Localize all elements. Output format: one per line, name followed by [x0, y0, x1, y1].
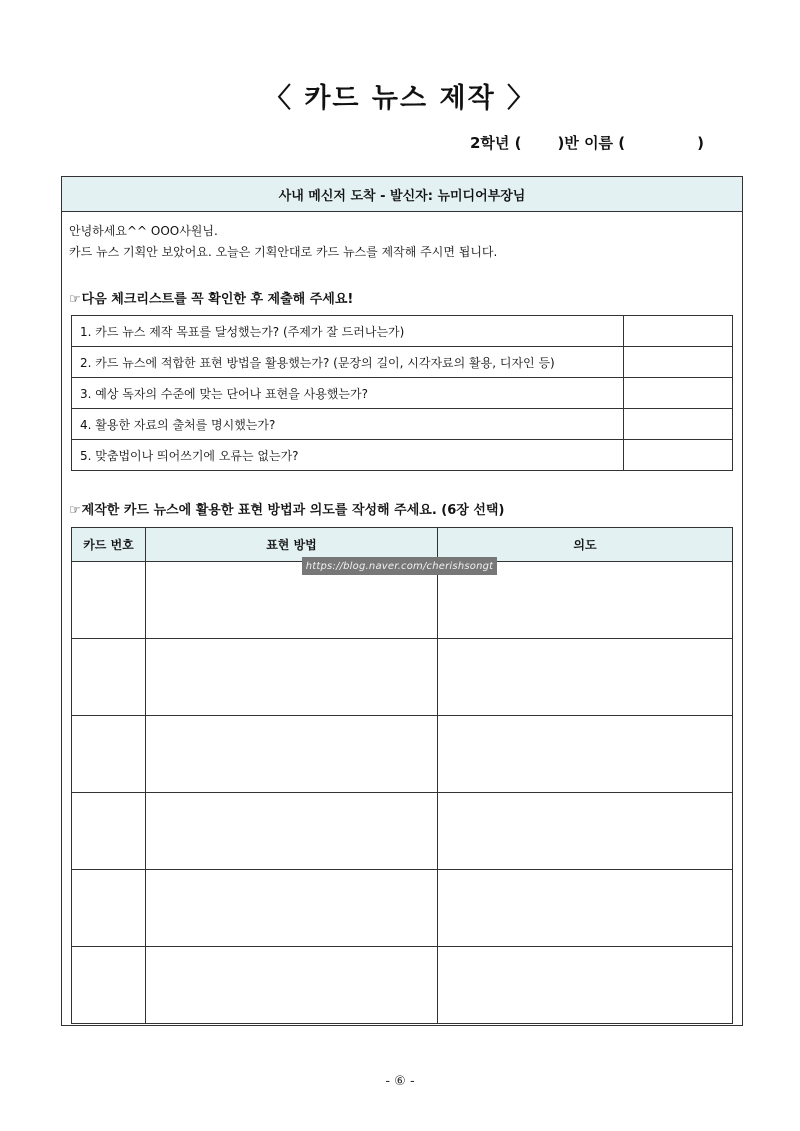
pointing-hand-icon: ☞	[69, 292, 81, 307]
card-row	[72, 870, 733, 947]
expression-method-cell[interactable]	[146, 870, 438, 947]
intent-cell[interactable]	[438, 793, 733, 870]
grade-label: 2학년 (	[470, 134, 522, 152]
checklist-checkbox-cell[interactable]	[624, 440, 733, 471]
watermark-url: https://blog.naver.com/cherishsongt	[302, 557, 497, 575]
checklist-item: 3. 예상 독자의 수준에 맞는 단어나 표현을 사용했는가?	[72, 378, 624, 409]
card-number-cell[interactable]	[72, 562, 146, 639]
page-title: 〈 카드 뉴스 제작 〉	[263, 83, 537, 114]
card-heading-text: 제작한 카드 뉴스에 활용한 표현 방법과 의도를 작성해 주세요. (6장 선택)	[81, 503, 505, 518]
card-number-cell[interactable]	[72, 793, 146, 870]
checklist-checkbox-cell[interactable]	[624, 409, 733, 440]
checklist-heading-text: 다음 체크리스트를 꼭 확인한 후 제출해 주세요!	[81, 292, 354, 307]
checklist-checkbox-cell[interactable]	[624, 347, 733, 378]
checklist-row	[72, 378, 733, 409]
checklist-checkbox-cell[interactable]	[624, 378, 733, 409]
checklist-item: 4. 활용한 자료의 출처를 명시했는가?	[72, 409, 624, 440]
card-row	[72, 716, 733, 793]
checklist-row	[72, 316, 733, 347]
expression-method-cell[interactable]	[146, 639, 438, 716]
card-row	[72, 793, 733, 870]
page-number: - ⑥ -	[385, 1074, 415, 1089]
card-number-cell[interactable]	[72, 947, 146, 1024]
checklist-heading	[69, 288, 353, 307]
card-number-cell[interactable]	[72, 639, 146, 716]
checklist-checkbox-cell[interactable]	[624, 316, 733, 347]
checklist-item: 1. 카드 뉴스 제작 목표를 달성했는가? (주제가 잘 드러나는가)	[72, 316, 624, 347]
checklist-row	[72, 440, 733, 471]
checklist-row	[72, 347, 733, 378]
card-heading	[69, 499, 504, 518]
greeting-text	[69, 221, 497, 263]
checklist-row	[72, 409, 733, 440]
checklist-table	[71, 315, 733, 471]
intent-cell[interactable]	[438, 716, 733, 793]
card-row	[72, 639, 733, 716]
column-expression-method: 표현 방법	[146, 528, 438, 562]
intent-cell[interactable]	[438, 639, 733, 716]
greeting-line-2: 카드 뉴스 기획안 보았어요. 오늘은 기획안대로 카드 뉴스를 제작해 주시면 됩니다.	[69, 245, 498, 259]
card-number-cell[interactable]	[72, 870, 146, 947]
intent-cell[interactable]	[438, 947, 733, 1024]
student-info-line	[470, 132, 740, 153]
checklist-item: 2. 카드 뉴스에 적합한 표현 방법을 활용했는가? (문장의 길이, 시각자료의 활용, 디자인 등)	[72, 347, 624, 378]
checklist-item: 5. 맞춤법이나 띄어쓰기에 오류는 없는가?	[72, 440, 624, 471]
greeting-line-1: 안녕하세요^^ OOO사원님.	[69, 224, 218, 238]
column-intent: 의도	[438, 528, 733, 562]
class-name-label: )반 이름 (	[557, 134, 626, 152]
expression-method-cell[interactable]	[146, 947, 438, 1024]
close-paren: )	[697, 133, 704, 152]
messenger-frame	[61, 176, 743, 1026]
intent-cell[interactable]	[438, 870, 733, 947]
column-card-number: 카드 번호	[72, 528, 146, 562]
card-number-cell[interactable]	[72, 716, 146, 793]
expression-method-cell[interactable]	[146, 793, 438, 870]
pointing-hand-icon: ☞	[69, 503, 81, 518]
expression-method-cell[interactable]	[146, 716, 438, 793]
card-row	[72, 947, 733, 1024]
messenger-header: 사내 메신저 도착 - 발신자: 뉴미디어부장님	[62, 177, 742, 212]
card-table	[71, 527, 733, 1024]
